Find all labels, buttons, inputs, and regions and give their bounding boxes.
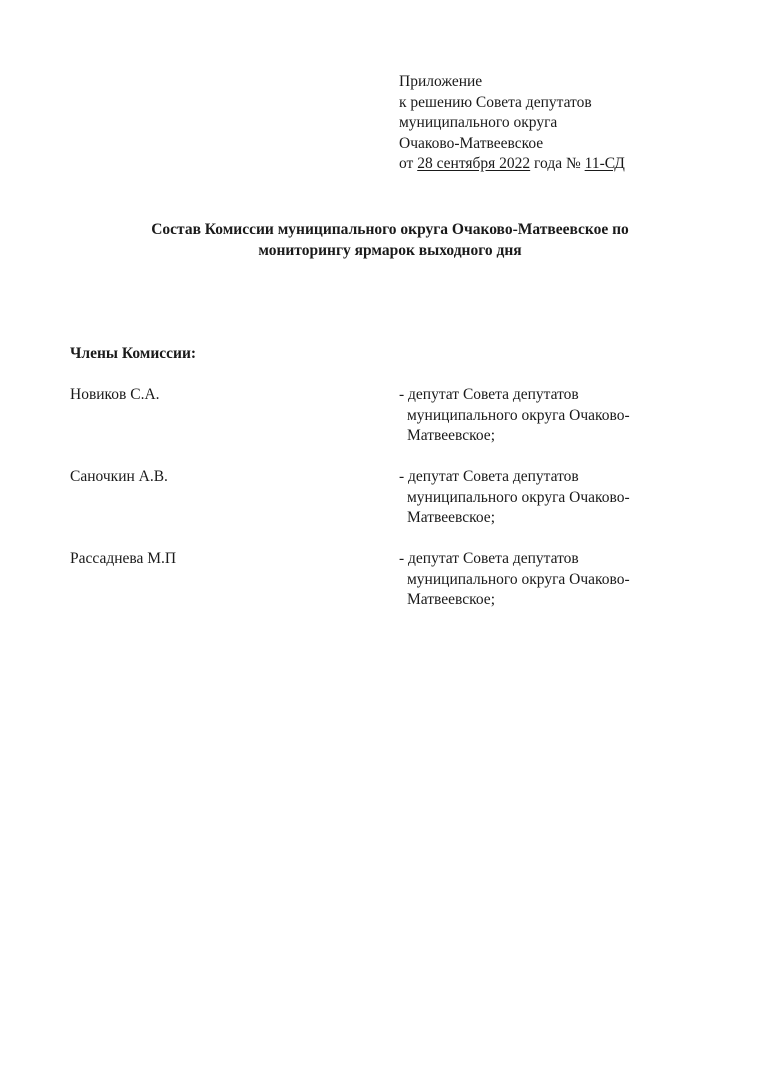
member-role (399, 467, 699, 529)
decision-date: 28 сентября 2022 (417, 155, 531, 172)
appendix-header (399, 72, 729, 175)
role-line-1: - депутат Совета депутатов (399, 550, 579, 567)
document-title (80, 219, 700, 261)
title-line-2: мониторингу ярмарок выходного дня (258, 242, 522, 259)
member-role (399, 385, 699, 447)
appendix-line-3: муниципального округа (399, 114, 558, 131)
role-line-2: муниципального округа Очаково- (407, 570, 630, 588)
decision-number: 11-СД (584, 155, 625, 172)
appendix-line-4: Очаково-Матвеевское (399, 134, 544, 152)
appendix-date-line (399, 154, 729, 175)
role-line-3: Матвеевское; (407, 427, 495, 444)
appendix-line-2: к решению Совета депутатов (399, 93, 592, 111)
role-line-3: Матвеевское; (407, 509, 495, 526)
member-name: Новиков С.А. (70, 386, 160, 403)
role-line-2: муниципального округа Очаково- (407, 406, 630, 424)
member-name: Рассаднева М.П (70, 550, 177, 567)
role-line-1: - депутат Совета депутатов (399, 468, 579, 485)
role-line-1: - депутат Совета депутатов (399, 386, 579, 403)
title-line-1: Состав Комиссии муниципального округа Очаково-Матвеевское по (151, 221, 629, 238)
appendix-line-1: Приложение (399, 73, 483, 90)
year-suffix: года № (530, 155, 585, 172)
date-prefix: от (399, 155, 418, 172)
member-name: Саночкин А.В. (70, 468, 168, 485)
members-heading: Члены Комиссии: (70, 345, 197, 362)
member-role (399, 549, 699, 611)
role-line-2: муниципального округа Очаково- (407, 488, 630, 506)
role-line-3: Матвеевское; (407, 591, 495, 608)
